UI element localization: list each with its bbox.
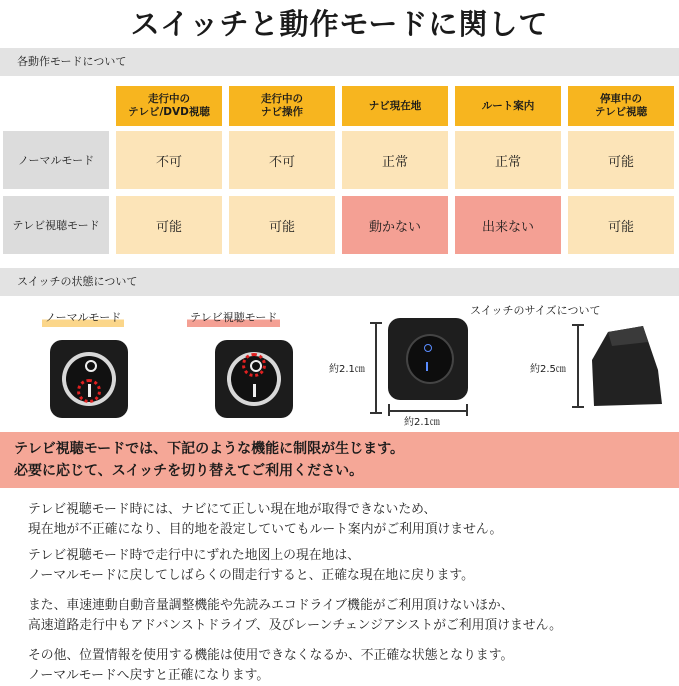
switch-normal-image	[50, 340, 128, 418]
width-line	[388, 410, 468, 412]
table-cell: 可能	[116, 196, 222, 254]
off-mark-icon	[85, 360, 97, 372]
header-nav-driving: 走行中の ナビ操作	[229, 86, 335, 126]
highlight-circle-icon	[77, 379, 101, 403]
highlight-circle-icon	[242, 353, 266, 377]
table-cell: 不可	[229, 131, 335, 189]
height-value-1: 約2.1㎝	[329, 364, 365, 375]
paragraph-4: その他、位置情報を使用する機能は使用できなくなるか、不正確な状態となります。 ノーマルモードへ戻すと正確になります。	[28, 648, 514, 683]
table-cell: 可能	[568, 196, 674, 254]
table-cell: 不可	[116, 131, 222, 189]
section-header-modes: 各動作モードについて	[0, 48, 679, 76]
warning-line-2: 必要に応じて、スイッチを切り替えてご利用ください。	[14, 463, 364, 479]
row-label-normal: ノーマルモード	[3, 131, 109, 189]
header-tv-driving: 走行中の テレビ/DVD視聴	[116, 86, 222, 126]
paragraph-3: また、車速連動自動音量調整機能や先読みエコドライブ機能がご利用頂けないほか、 高速道路走行中もアドバンストドライブ、及びレーンチェンジアシストがご利用頂けません。	[28, 598, 562, 633]
table-cell: 可能	[229, 196, 335, 254]
on-mark-icon	[253, 384, 256, 397]
normal-mode-label: ノーマルモード	[42, 310, 124, 327]
warning-line-1: テレビ視聴モードでは、下記のような機能に制限が生じます。	[14, 441, 405, 457]
table-cell: 正常	[342, 131, 448, 189]
header-tv-parked: 停車中の テレビ視聴	[568, 86, 674, 126]
table-cell: 可能	[568, 131, 674, 189]
page-title: スイッチと動作モードに関して	[130, 7, 549, 41]
size-label: スイッチのサイズについて	[470, 304, 601, 317]
row-label-tv: テレビ視聴モード	[3, 196, 109, 254]
switch-front-image	[388, 318, 468, 400]
table-cell-restricted: 出来ない	[455, 196, 561, 254]
header-route-guidance: ルート案内	[455, 86, 561, 126]
switch-tv-image	[215, 340, 293, 418]
table-cell: 正常	[455, 131, 561, 189]
height-value-2: 約2.5㎝	[530, 364, 566, 375]
switch-side-image	[588, 320, 668, 412]
paragraph-1: テレビ視聴モード時には、ナビにて正しい現在地が取得できないため、 現在地が不正確になり、目的地を設定していてもルート案内がご利用頂けません。	[28, 502, 503, 537]
table-cell-restricted: 動かない	[342, 196, 448, 254]
height-line-1	[375, 322, 377, 414]
height-line-2	[577, 324, 579, 408]
paragraph-2: テレビ視聴モード時で走行中にずれた地図上の現在地は、 ノーマルモードに戻してしばらくの間走行すると、正確な現在地に戻ります。	[28, 548, 474, 583]
tv-mode-label: テレビ視聴モード	[187, 310, 280, 327]
width-value-1: 約2.1㎝	[404, 417, 440, 428]
warning-banner	[0, 432, 679, 488]
section-header-switch: スイッチの状態について	[0, 268, 679, 296]
header-nav-position: ナビ現在地	[342, 86, 448, 126]
